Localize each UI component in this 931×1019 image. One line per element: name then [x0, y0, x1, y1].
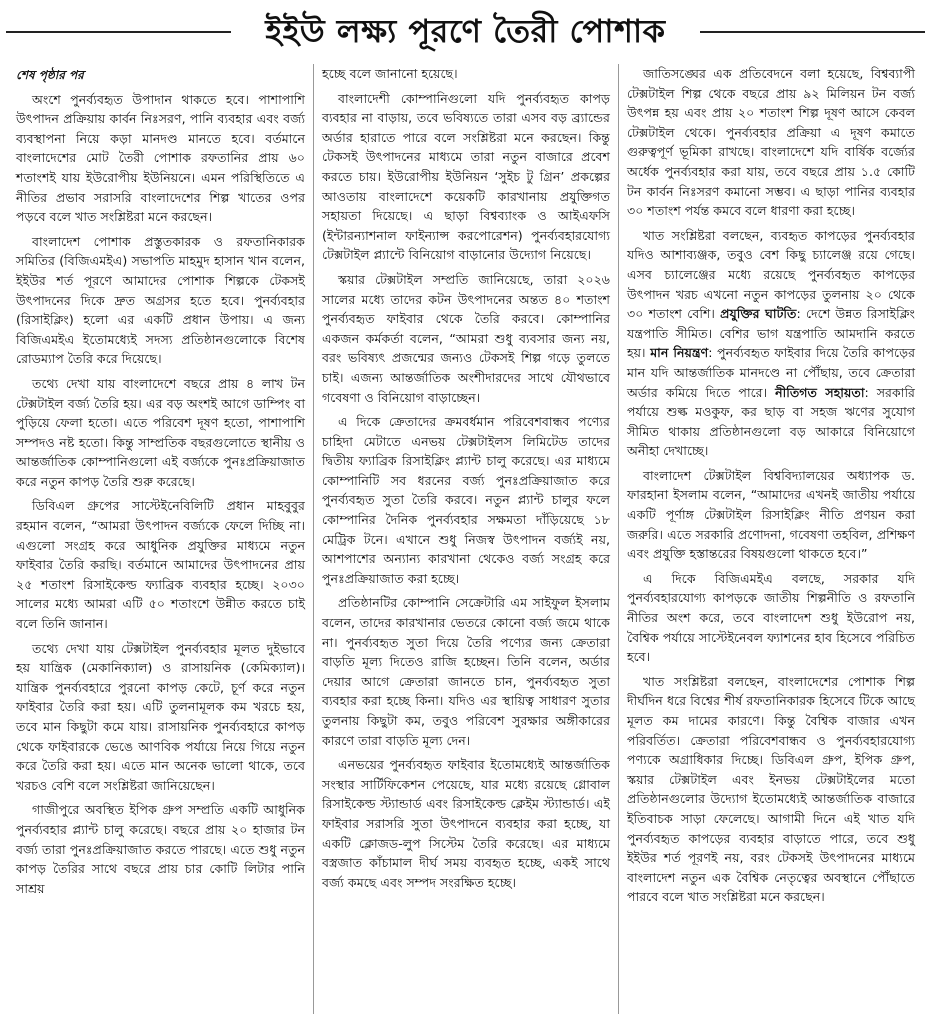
- text-run: খাত সংশ্লিষ্টরা বলছেন, ব্যবহৃত কাপড়ের পুনর্ব্যবহার যদিও আশাব্যঞ্জক, তবুও বেশ কিছু চ্যালেঞ্জ রয়ে গেছে। এসব চ্যালেঞ্জের মধ্যে রয়েছে পুনর্ব্যবহৃত কাপড়ের উৎপাদন খরচ এখনো নতুন কাপড়ের তুলনায় ২০ থেকে ৩০ শতাংশ বেশি।: [627, 227, 915, 322]
- paragraph: ডিবিএল গ্রুপের সাস্টেইনেবিলিটি প্রধান মাহবুবুর রহমান বলেন, “আমরা উৎপাদন বর্জ্যকে ফেলে দিচ্ছি না। এগুলো সংগ্রহ করে আধুনিক প্রযুক্তির মাধ্যমে নতুন ফাইবার তৈরি করছি। বর্তমানে আমাদের উৎপাদনের প্রায় ২৫ শতাংশ রিসাইকেল্ড ফ্যাব্রিক ব্যবহার হচ্ছে। ২০৩০ সালের মধ্যে আমরা এটি ৫০ শতাংশে উন্নীত করতে চাই বলে তিনি জানান।: [16, 498, 305, 632]
- paragraph: খাত সংশ্লিষ্টরা বলছেন, বাংলাদেশের পোশাক শিল্প দীর্ঘদিন ধরে বিশ্বের শীর্ষ রফতানিকারক হিসেবে টিকে আছে মূলত কম দামের কারণে। কিন্তু বৈশ্বিক বাজার এখন পরিবর্তিত। ক্রেতারা পরিবেশবান্ধব ও পুনর্ব্যবহারযোগ্য পণ্যকে অগ্রাধিকার দিচ্ছে। ডিবিএল গ্রুপ, ইপিক গ্রুপ, স্কয়ার টেক্সটাইল এবং ইনভয় টেক্সটাইলের মতো প্রতিষ্ঠানগুলোর উদ্যোগ ইতোমধ্যেই আন্তর্জাতিক বাজারে ইতিবাচক সাড়া ফেলেছে। আগামী দিনে এই খাত যদি পুনর্ব্যবহৃত কাপড়ের ব্যবহার বাড়াতে পারে, তবে শুধু ইইউর শর্ত পূরণই নয়, বরং টেকসই উৎপাদনের মাধ্যমে বাংলাদেশ নতুন এক বৈশ্বিক নেতৃত্বের অবস্থানে পৌঁছাতে পারবে বলে খাত সংশ্লিষ্টরা মনে করছেন।: [627, 673, 915, 905]
- dateline: শেষ পৃষ্ঠার পর: [16, 68, 84, 82]
- paragraph-challenges: [627, 226, 915, 461]
- paragraph: এ দিকে বিজিএমইএ বলছে, সরকার যদি পুনর্ব্যবহারযোগ্য কাপড়কে জাতীয় শিল্পনীতি ও রফতানি নীতির অংশ করে, তবে বাংলাদেশ শুধু ইউরোপ নয়, বৈশ্বিক পর্যায়ে সাস্টেইনেবল ফ্যাশনের হাব হিসেবে পরিচিত হবে।: [627, 570, 915, 665]
- bold-term: নীতিগত সহায়তা: [775, 384, 865, 400]
- bold-term: মান নিয়ন্ত্রণ: [650, 345, 709, 361]
- paragraph: হচ্ছে বলে জানানো হয়েছে।: [322, 66, 458, 81]
- paragraph: এ দিকে ক্রেতাদের ক্রমবর্ধমান পরিবেশবান্ধব পণ্যের চাহিদা মেটাতে এনভয় টেক্সটাইলস লিমিটেড তাদের দ্বিতীয় ফ্যাব্রিক রিসাইক্লিং প্ল্যান্ট চালু করেছে। এর মাধ্যমে কোম্পানিটি সব ধরনের বর্জ্য পুনঃপ্রক্রিয়াজাত করে পুনর্ব্যবহৃত সুতা তৈরি করবে। নতুন প্ল্যান্ট চালুর ফলে কোম্পানির দৈনিক পুনর্ব্যবহার সক্ষমতা দাঁড়িয়েছে ১৮ মেট্রিক টনে। এখানে শুধু নিজস্ব উৎপাদন বর্জ্যই নয়, আশপাশের অন্যান্য কারখানা থেকেও বর্জ্য সংগ্রহ করে পুনঃপ্রক্রিয়াজাত করা হচ্ছে।: [322, 414, 610, 586]
- paragraph: জাতিসঙ্ঘের এক প্রতিবেদনে বলা হয়েছে, বিশ্বব্যাপী টেক্সটাইল শিল্প থেকে বছরে প্রায় ৯২ মিলিয়ন টন বর্জ্য উৎপন্ন হয় এবং প্রায় ২০ শতাংশ শিল্প দূষণ আসে কেবল টেক্সটাইল থেকে। পুনর্ব্যবহার প্রক্রিয়া এ দূষণ কমাতে গুরুত্বপূর্ণ ভূমিকা রাখছে। বাংলাদেশে যদি বার্ষিক বর্জ্যের অর্ধেক পুনর্ব্যবহার করা যায়, তবে বছরে প্রায় ১.৫ কোটি টন কার্বন নিঃসরণ কমানো সম্ভব। এ ছাড়া পানির ব্যবহার ৩০ শতাংশ পর্যন্ত কমবে বলে ধারণা করা হচ্ছে।: [627, 66, 915, 219]
- column-1: [8, 64, 313, 1014]
- paragraph: গাজীপুরে অবস্থিত ইপিক গ্রুপ সম্প্রতি একটি আধুনিক পুনর্ব্যবহার প্ল্যান্ট চালু করেছে। বছরে প্রায় ২০ হাজার টন বর্জ্য তারা পুনঃপ্রক্রিয়াজাত করতে পারছে। এতে শুধু নতুন কাপড় তৈরির সাথে বছরে প্রায় চার কোটি লিটার পানি সাশ্রয়: [16, 802, 305, 896]
- headline-rule-left: [6, 31, 231, 33]
- column-2: [313, 64, 618, 1014]
- bold-term: প্রযুক্তির ঘাটতি: [720, 306, 797, 322]
- paragraph: তথ্যে দেখা যায় টেক্সটাইল পুনর্ব্যবহার মূলত দুইভাবে হয় যান্ত্রিক (মেকানিক্যাল) ও রাসায়নিক (কেমিক্যাল)। যান্ত্রিক পুনর্ব্যবহারে পুরনো কাপড় কেটে, চূর্ণ করে নতুন ফাইবার তৈরি করা হয়। এটি তুলনামূলক কম খরচে হয়, তবে মান কিছুটা কমে যায়। রাসায়নিক পুনর্ব্যবহারে কাপড় থেকে ফাইবারকে ভেঙে আণবিক পর্যায়ে নিয়ে গিয়ে নতুন করে তৈরি করা হয়। এতে মান অনেক ভালো থাকে, তবে খরচও বেশি বলে সংশ্লিষ্টরা জানিয়েছেন।: [16, 640, 305, 793]
- column-3: [618, 64, 923, 1014]
- paragraph: তথ্যে দেখা যায় বাংলাদেশে বছরে প্রায় ৪ লাখ টন টেক্সটাইল বর্জ্য তৈরি হয়। এর বড় অংশই আগে ডাম্পিং বা পুড়িয়ে ফেলা হতো। এতে পরিবেশ দূষণ হতো, পাশাপাশি সম্পদও নষ্ট হতো। কিন্তু সাম্প্রতিক বছরগুলোতে স্থানীয় ও আন্তর্জাতিক কোম্পানিগুলো এই বর্জ্যকে পুনঃপ্রক্রিয়াজাত করে নতুন কাপড় তৈরি শুরু করেছে।: [16, 375, 305, 489]
- article-columns: [8, 64, 923, 1014]
- headline-rule-right: [700, 31, 925, 33]
- paragraph: স্কয়ার টেক্সটাইল সম্প্রতি জানিয়েছে, তারা ২০২৬ সালের মধ্যে তাদের কটন উৎপাদনের অন্তত ৪০ শতাংশ পুনর্ব্যবহৃত ফাইবার থেকে তৈরি করবে। কোম্পানির একজন কর্মকর্তা বলেন, “আমরা শুধু ব্যবসার জন্য নয়, বরং ভবিষ্যৎ প্রজন্মের জন্যও টেকসই শিল্প গড়ে তুলতে চাই। এজন্য আন্তর্জাতিক অংশীদারদের সাথে যৌথভাবে গবেষণা ও বিনিয়োগ বাড়াচ্ছেন।: [322, 271, 610, 405]
- paragraph: বাংলাদেশ পোশাক প্রস্তুতকারক ও রফতানিকারক সমিতির (বিজিএমইএ) সভাপতি মাহমুদ হাসান খান বলেন, ইইউর শর্ত পূরণে আমাদের পোশাক শিল্পকে টেকসই উৎপাদনের দিকে দ্রুত অগ্রসর হতে হবে। পুনর্ব্যবহার (রিসাইক্লিং) হলো এর একটি প্রধান উপায়। এ জন্য বিজিএমইএ ইতোমধ্যেই সদস্য প্রতিষ্ঠানগুলোকে বিশেষ রোডম্যাপ তৈরি করে দিয়েছে।: [16, 233, 305, 367]
- paragraph: বাংলাদেশ টেক্সটাইল বিশ্ববিদ্যালয়ের অধ্যাপক ড. ফারহানা ইসলাম বলেন, “আমাদের এখনই জাতীয় পর্যায়ে একটি পূর্ণাঙ্গ টেক্সটাইল রিসাইক্লিং নীতি প্রণয়ন করা জরুরি। এতে সরকারি প্রণোদনা, গবেষণা তহবিল, প্রশিক্ষণ এবং প্রযুক্তি হস্তান্তরের বিষয়গুলো থাকতে হবে।”: [627, 467, 915, 562]
- paragraph: এনভয়ের পুনর্ব্যবহৃত ফাইবার ইতোমধ্যেই আন্তর্জাতিক সংস্থার সার্টিফিকেশন পেয়েছে, যার মধ্যে রয়েছে গ্লোবাল রিসাইকেল্ড স্ট্যান্ডার্ড এবং রিসাইকেল্ড ক্লেইম স্ট্যান্ডার্ড। এই ফাইবার সরাসরি সুতা উৎপাদনে ব্যবহার করা হচ্ছে, যা একটি ক্লোজড-লুপ সিস্টেম তৈরি করেছে। এর মাধ্যমে বস্ত্রজাত কাঁচামাল দীর্ঘ সময় ব্যবহৃত হচ্ছে, একই সাথে বর্জ্য কমছে এবং সম্পদ সংরক্ষিত হচ্ছে।: [322, 757, 610, 890]
- text-run: : পুনর্ব্যবহৃত ফাইবার দিয়ে তৈরি কাপড়ের মান যদি আন্তর্জাতিক মানদণ্ডে না পৌঁছায়, তবে ক্রেতারা অর্ডার কমিয়ে দিতে পারে।: [627, 345, 915, 400]
- text-run: : সরকারি পর্যায়ে শুল্ক মওকুফ, কর ছাড় বা সহজ ঋণের সুযোগ সীমিত থাকায় প্রতিষ্ঠানগুলো বড় আকারে বিনিয়োগে অনীহা দেখাচ্ছে।: [627, 384, 915, 459]
- text-run: : দেশে উন্নত রিসাইক্লিং যন্ত্রপাতি সীমিত। বেশির ভাগ যন্ত্রপাতি আমদানি করতে হয়।: [627, 306, 915, 361]
- paragraph: অংশে পুনর্ব্যবহৃত উপাদান থাকতে হবে। পাশাপাশি উৎপাদন প্রক্রিয়ায় কার্বন নিঃসরণ, পানি ব্যবহার এবং বর্জ্য ব্যবস্থাপনা নিয়ে কড়া মানদণ্ড মানতে হবে। বর্তমানে বাংলাদেশের মোট তৈরী পোশাক রফতানির প্রায় ৬০ শতাংশই যায় ইউরোপীয় ইউনিয়নে। এমন পরিস্থিতিতে এ নীতির প্রভাব সরাসরি বাংলাদেশের শিল্প খাতের ওপর পড়বে বলে খাত সংশ্লিষ্টরা মনে করছেন।: [16, 91, 305, 225]
- paragraph: প্রতিষ্ঠানটির কোম্পানি সেক্রেটারি এম সাইফুল ইসলাম বলেন, তাদের কারখানার ভেতরে কোনো বর্জ্য জমে থাকে না। পুনর্ব্যবহৃত সুতা দিয়ে তৈরি পণ্যের জন্য ক্রেতারা বাড়তি মূল্য দিতেও রাজি হচ্ছেন। তিনি বলেন, অর্ডার দেয়ার আগে ক্রেতারা জানতে চান, পুনর্ব্যবহৃত সুতা ব্যবহার করা হচ্ছে কিনা। যদিও এর স্থায়িত্ব সাধারণ সুতার তুলনায় কিছুটা কম, তবুও পরিবেশ সুরক্ষার অঙ্গীকারের কারণে তারা বাড়তি মূল্য দেন।: [322, 595, 610, 748]
- headline-bar: [0, 0, 931, 62]
- page-title: ইইউ লক্ষ্য পূরণে তৈরী পোশাক: [251, 0, 679, 62]
- paragraph: বাংলাদেশী কোম্পানিগুলো যদি পুনর্ব্যবহৃত কাপড় ব্যবহার না বাড়ায়, তবে ভবিষ্যতে তারা এসব বড় ব্র্যান্ডের অর্ডার হারাতে পারে বলে সংশ্লিষ্টরা মনে করছেন। কিন্তু টেকসই উৎপাদনের মাধ্যমে তারা নতুন বাজারে প্রবেশ করতে চায়। ইউরোপীয় ইউনিয়ন ‘সুইচ টু গ্রিন’ প্রকল্পের আওতায় বাংলাদেশে কয়েকটি কারখানায় প্রযুক্তিগত সহায়তা দিয়েছে। এ ছাড়া বিশ্বব্যাংক ও আইএফসি (ইন্টারন্যাশনাল ফাইন্যান্স করপোরেশন) পুনর্ব্যবহারযোগ্য টেক্সটাইল প্ল্যান্টে বিনিয়োগ বাড়ানোর উদ্যোগ নিয়েছে।: [322, 90, 610, 263]
